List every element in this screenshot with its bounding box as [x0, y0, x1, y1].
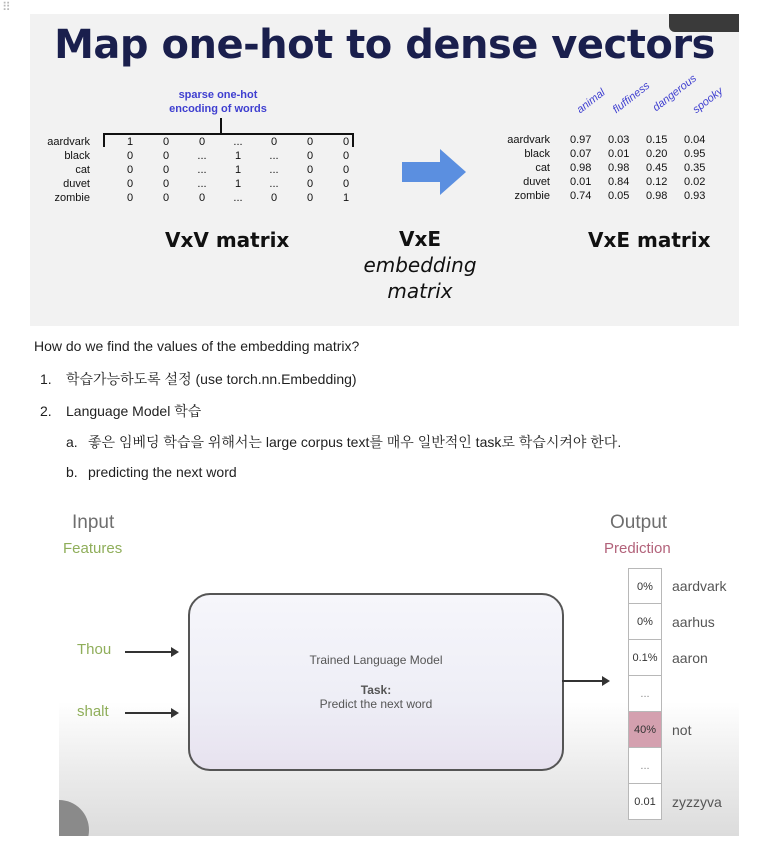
cell: 0: [162, 136, 170, 148]
features-heading: Features: [63, 540, 123, 557]
cell: 0.98: [646, 190, 668, 202]
output-word: [672, 748, 726, 784]
cell: 0.04: [684, 134, 706, 146]
cell: 0: [162, 192, 170, 204]
cell: 0.45: [646, 162, 668, 174]
cell: 0: [162, 178, 170, 190]
embed-row: [480, 133, 722, 147]
cell: 1: [234, 150, 242, 162]
cell: 0.01: [570, 176, 592, 188]
row-word: cat: [75, 164, 90, 176]
list-letter: b.: [66, 464, 78, 480]
row-word: black: [524, 148, 550, 160]
prob-cell: 0.01: [628, 784, 662, 820]
feature-label: animal: [574, 86, 608, 116]
feature-label: fluffiness: [610, 79, 653, 116]
caption-vxv: VxV matrix: [165, 228, 290, 252]
cell: 0: [198, 136, 206, 148]
row-word: zombie: [54, 192, 90, 204]
onehot-row: [32, 163, 364, 177]
cell: 1: [234, 178, 242, 190]
list-text: Language Model 학습: [66, 403, 202, 419]
cell: 0.05: [608, 190, 630, 202]
sparse-label-line2: encoding of words: [169, 103, 267, 115]
right-arrow-icon: [402, 147, 468, 197]
cell: 0.84: [608, 176, 630, 188]
cell: 0: [342, 150, 350, 162]
cell: 0.07: [570, 148, 592, 160]
slide-title: Map one-hot to dense vectors: [54, 22, 715, 68]
probability-column: [628, 568, 662, 820]
output-word-column: [672, 568, 726, 820]
list-item: [66, 464, 237, 480]
cell: 0: [306, 150, 314, 162]
input-arrow: [125, 712, 177, 714]
output-word: [672, 676, 726, 712]
caption-mid-line1: VxE: [398, 227, 442, 251]
cell: 0: [126, 178, 134, 190]
cell: 0.02: [684, 176, 706, 188]
embed-row: [480, 161, 722, 175]
output-arrow: [562, 680, 608, 682]
cell: 1: [234, 164, 242, 176]
cell: 0.01: [608, 148, 630, 160]
bracket-stem: [220, 118, 222, 134]
cell: 1: [126, 136, 134, 148]
cell: 0.15: [646, 134, 668, 146]
cell: 0: [306, 164, 314, 176]
list-number: 1.: [40, 371, 52, 387]
prob-cell: 0%: [628, 604, 662, 640]
cell: 0: [342, 164, 350, 176]
onehot-row: [32, 177, 364, 191]
cell: 0.98: [608, 162, 630, 174]
output-word: aarhus: [672, 614, 715, 630]
embed-row: [480, 175, 722, 189]
cell: 0: [342, 178, 350, 190]
cell: ...: [269, 150, 279, 162]
caption-embedding-matrix: [350, 226, 490, 304]
cell: 1: [342, 192, 350, 204]
list-number: 2.: [40, 403, 52, 419]
cell: 0: [126, 150, 134, 162]
cell: 0: [162, 150, 170, 162]
cell: ...: [197, 164, 207, 176]
caption-mid-line3: matrix: [387, 279, 453, 303]
cell: 0: [306, 192, 314, 204]
cell: 0: [342, 136, 350, 148]
row-word: duvet: [63, 178, 90, 190]
sparse-label-line1: sparse one-hot: [178, 89, 258, 101]
cell: 0.93: [684, 190, 706, 202]
list-item: [40, 401, 201, 421]
cell: 0: [270, 136, 278, 148]
output-word: zyzzyva: [672, 794, 722, 810]
language-model-box: [188, 593, 564, 771]
cell: ...: [197, 178, 207, 190]
cell: 0.03: [608, 134, 630, 146]
question-text: How do we find the values of the embedding matrix?: [34, 338, 360, 354]
prob-cell: ...: [628, 676, 662, 712]
cell: 0: [198, 192, 206, 204]
input-word: Thou: [77, 641, 112, 658]
sparse-encoding-label: [158, 88, 278, 116]
model-title: Trained Language Model: [309, 653, 443, 667]
embed-row: [480, 189, 722, 203]
cell: 0.98: [570, 162, 592, 174]
onehot-row: [32, 191, 364, 205]
cell: 0: [162, 164, 170, 176]
cell: 0: [306, 136, 314, 148]
output-word: not: [672, 722, 692, 738]
prob-cell-highlight: 40%: [628, 712, 662, 748]
slide-one-hot-to-dense: [30, 14, 739, 326]
row-word: aardvark: [47, 136, 90, 148]
prediction-heading: Prediction: [604, 540, 671, 557]
onehot-row: [32, 149, 364, 163]
cell: 0.35: [684, 162, 706, 174]
cell: ...: [233, 192, 243, 204]
caption-vxe: VxE matrix: [588, 228, 711, 252]
row-word: zombie: [514, 190, 550, 202]
cell: 0.95: [684, 148, 706, 160]
cell: 0.97: [570, 134, 592, 146]
onehot-matrix: [32, 135, 364, 205]
slide-language-model: [59, 500, 739, 836]
cell: ...: [233, 136, 243, 148]
presenter-shadow: [59, 800, 89, 836]
feature-label: spooky: [690, 85, 726, 116]
cell: ...: [197, 150, 207, 162]
output-heading: Output: [610, 512, 668, 533]
row-word: duvet: [523, 176, 550, 188]
output-word: aaron: [672, 650, 708, 666]
list-text: 좋은 임베딩 학습을 위해서는 large corpus text를 매우 일반적인 task로 학습시켜야 한다.: [88, 434, 622, 450]
task-text: Predict the next word: [319, 697, 433, 711]
embed-row: [480, 147, 722, 161]
feature-label: dangerous: [650, 72, 699, 114]
cell: 0: [270, 192, 278, 204]
caption-mid-line2: embedding: [363, 253, 477, 277]
prob-cell: 0.1%: [628, 640, 662, 676]
cell: 0: [306, 178, 314, 190]
prob-cell: ...: [628, 748, 662, 784]
row-word: aardvark: [507, 134, 550, 146]
cell: 0.12: [646, 176, 668, 188]
cell: 0.74: [570, 190, 592, 202]
cell: 0.20: [646, 148, 668, 160]
drag-handle-icon[interactable]: ⠿: [2, 0, 12, 14]
row-word: cat: [535, 162, 550, 174]
cell: ...: [269, 164, 279, 176]
task-label: Task:: [360, 683, 392, 697]
cell: 0: [126, 164, 134, 176]
input-word: shalt: [77, 703, 109, 720]
output-word: aardvark: [672, 578, 727, 594]
list-text: predicting the next word: [88, 464, 237, 480]
embedding-matrix: [480, 133, 722, 203]
row-word: black: [64, 150, 90, 162]
list-letter: a.: [66, 434, 78, 450]
cell: ...: [269, 178, 279, 190]
cell: 0: [126, 192, 134, 204]
list-item: [40, 369, 357, 389]
input-heading: Input: [72, 512, 115, 533]
onehot-row: [32, 135, 364, 149]
prob-cell: 0%: [628, 568, 662, 604]
input-arrow: [125, 651, 177, 653]
list-text: 학습가능하도록 설정 (use torch.nn.Embedding): [66, 371, 357, 387]
list-item: [66, 432, 621, 452]
